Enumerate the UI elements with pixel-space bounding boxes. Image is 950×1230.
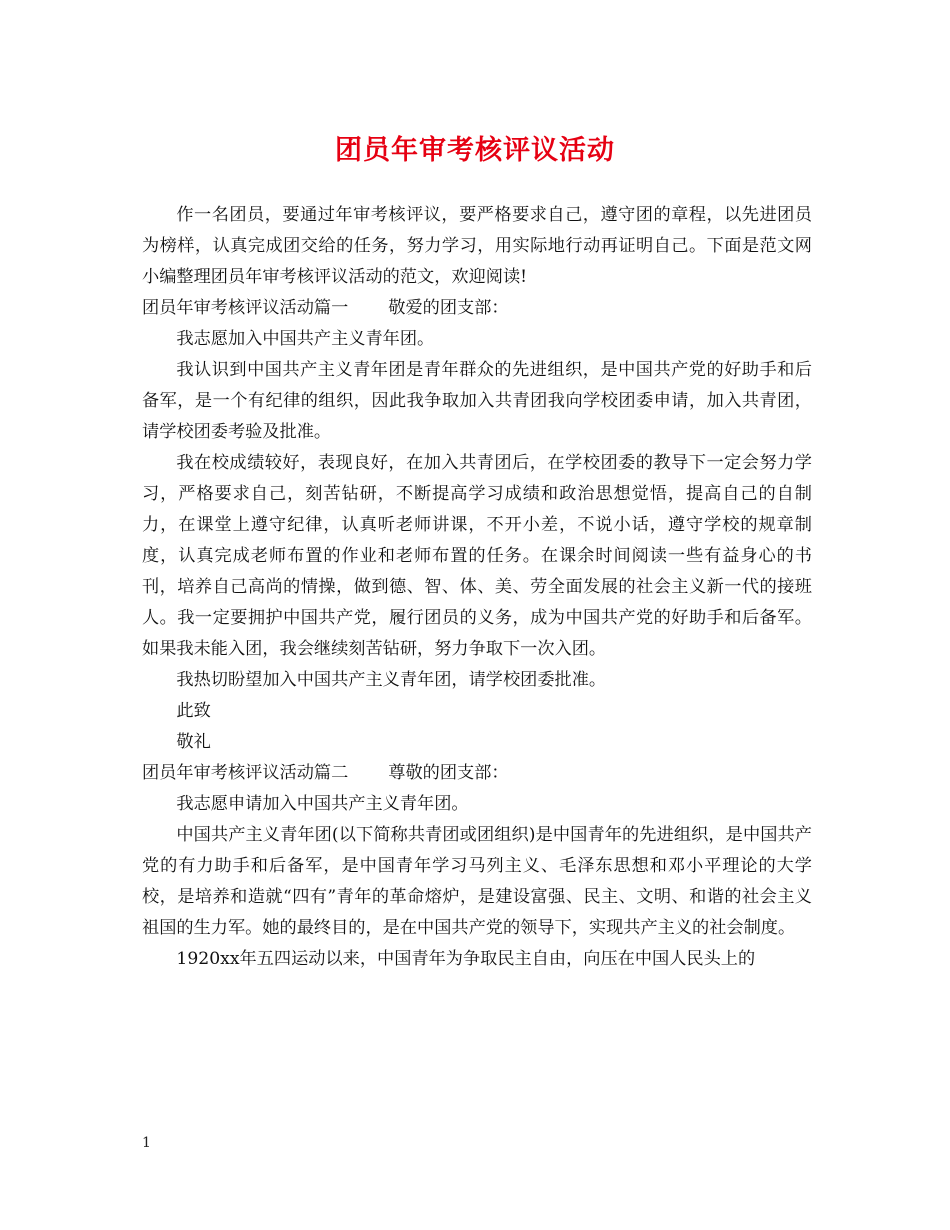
- body-paragraph: 我认识到中国共产主义青年团是青年群众的先进组织，是中国共产党的好助手和后备军，是一个有纪律的组织，因此我争取加入共青团我向学校团委申请，加入共青团，请学校团委考验及批准。: [142, 360, 812, 442]
- section-heading-1: [142, 293, 812, 324]
- section-label-1: 团员年审考核评议活动篇一: [142, 298, 349, 318]
- body-paragraph: 我志愿申请加入中国共产主义青年团。: [176, 794, 469, 814]
- intro-paragraph: 作一名团员，要通过年审考核评议，要严格要求自己，遵守团的章程，以先进团员为榜样，认真完成团交给的任务，努力学习，用实际地行动再证明自己。下面是范文网小编整理团员年审考核评议活动的范文，欢迎阅读!: [142, 205, 812, 287]
- document-title: 团员年审考核评议活动: [335, 135, 615, 166]
- body-paragraph: 我在校成绩较好，表现良好，在加入共青团后，在学校团委的教导下一定会努力学习，严格要求自己，刻苦钻研，不断提高学习成绩和政治思想觉悟，提高自己的自制力，在课堂上遵守纪律，认真听老师讲课，不开小差，不说小话，遵守学校的规章制度，认真完成老师布置的作业和老师布置的任务。在课余时间阅读一些有益身心的书刊，培养自己高尚的情操，做到德、智、体、美、劳全面发展的社会主义新一代的接班人。我一定要拥护中国共产党，履行团员的义务，成为中国共产党的好助手和后备军。如果我未能入团，我会继续刻苦钻研，努力争取下一次入团。: [142, 453, 812, 659]
- closing-line: 此致: [176, 701, 211, 721]
- salutation-2: 尊敬的团支部：: [388, 763, 509, 783]
- body-paragraph: 1920xx年五四运动以来，中国青年为争取民主自由，向压在中国人民头上的: [176, 949, 756, 969]
- body-paragraph: 中国共产主义青年团(以下简称共青团或团组织)是中国青年的先进组织，是中国共产党的有力助手和后备军，是中国青年学习马列主义、毛泽东思想和邓小平理论的大学校，是培养和造就“四有”青年的革命熔炉，是建设富强、民主、文明、和谐的社会主义祖国的生力军。她的最终目的，是在中国共产党的领导下，实现共产主义的社会制度。: [142, 825, 812, 938]
- salutation-1: 敬爱的团支部：: [388, 298, 509, 318]
- body-paragraph: 我志愿加入中国共产主义青年团。: [176, 329, 435, 349]
- section-heading-2: [142, 758, 812, 789]
- page-number: 1: [142, 1135, 151, 1151]
- body-paragraph: 我热切盼望加入中国共产主义青年团，请学校团委批准。: [176, 670, 607, 690]
- section-label-2: 团员年审考核评议活动篇二: [142, 763, 349, 783]
- document-body: [142, 200, 812, 975]
- closing-line: 敬礼: [176, 732, 211, 752]
